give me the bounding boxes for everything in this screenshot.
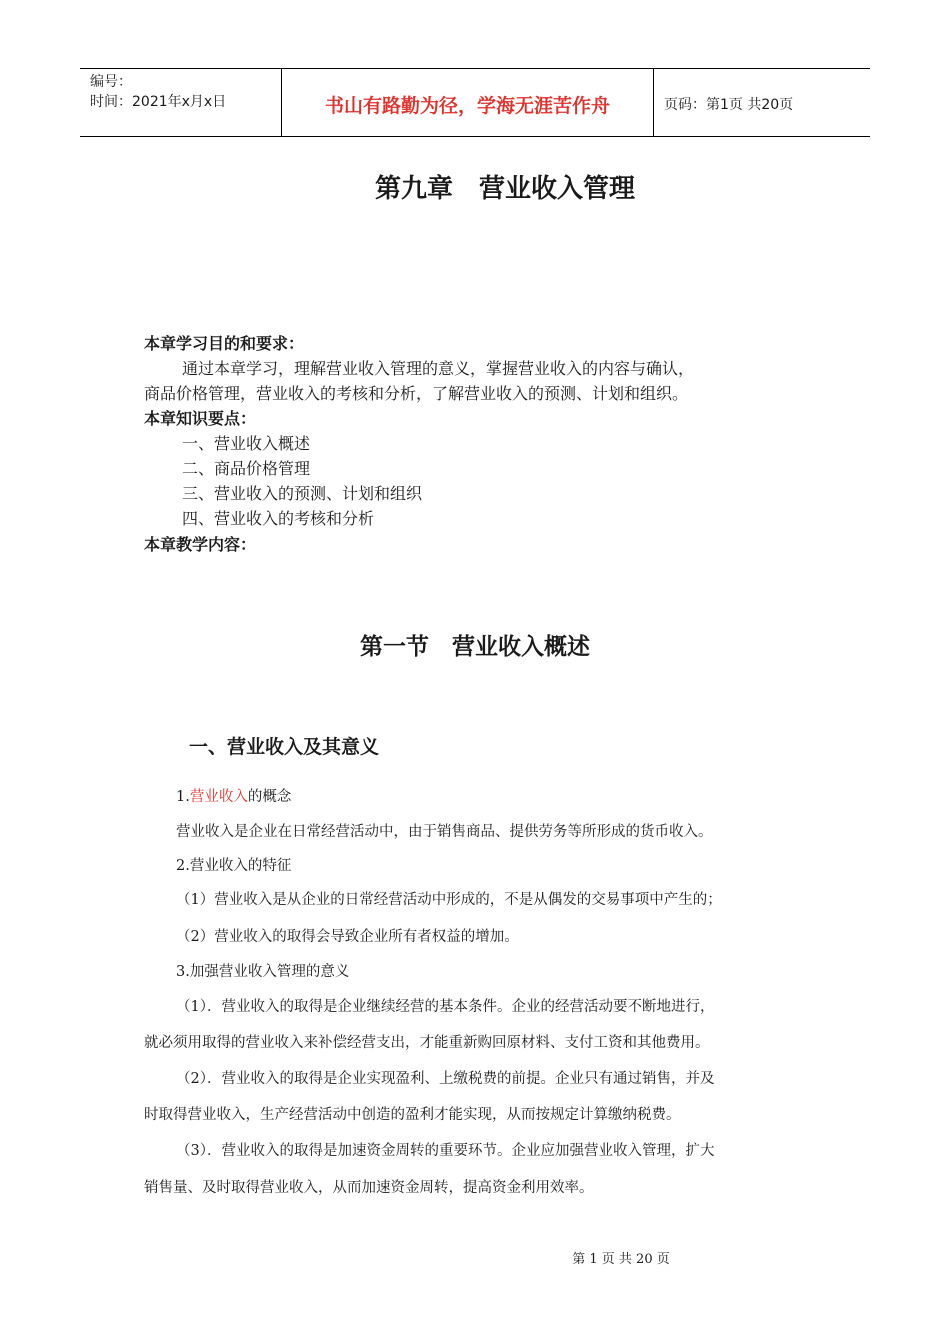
header-time-label: 时间：2021年x月x日	[90, 94, 227, 110]
key-point-item: 二、商品价格管理	[182, 459, 311, 478]
paragraph-significance-1a: （1）．营业收入的取得是企业继续经营的基本条件。企业的经营活动要不断地进行，	[176, 999, 715, 1015]
paragraph-feature-1: （1）营业收入是从企业的日常经营活动中形成的，不是从偶发的交易事项中产生的；	[176, 892, 722, 908]
header-page-info: 页码：第1页 共20页	[664, 96, 794, 113]
chapter-title: 第九章 营业收入管理	[374, 174, 635, 204]
paragraph-significance-1b: 就必须用取得的营业收入来补偿经营支出，才能重新购回原材料、支付工资和其他费用。	[144, 1035, 710, 1051]
concept-number: 1.	[176, 789, 190, 805]
objectives-line-2: 商品价格管理，营业收入的考核和分析，了解营业收入的预测、计划和组织。	[144, 384, 689, 403]
paragraph-significance-heading: 3.加强营业收入管理的意义	[176, 964, 350, 980]
key-point-item: 四、营业收入的考核和分析	[182, 509, 375, 528]
paragraph-features-heading: 2.营业收入的特征	[176, 858, 292, 874]
concept-suffix: 的概念	[247, 789, 292, 805]
page-header	[80, 68, 870, 137]
header-motto: 书山有路勤为径，学海无涯苦作舟	[282, 69, 654, 136]
concept-highlight: 营业收入	[189, 789, 248, 805]
paragraph-significance-3a: （3）．营业收入的取得是加速资金周转的重要环节。企业应加强营业收入管理，扩大	[176, 1143, 715, 1159]
content-label: 本章教学内容：	[144, 535, 257, 554]
objectives-label: 本章学习目的和要求：	[144, 334, 305, 353]
paragraph-significance-3b: 销售量、及时取得营业收入，从而加速资金周转，提高资金利用效率。	[144, 1180, 594, 1196]
header-number-label: 编号：	[90, 74, 132, 90]
key-point-item: 一、营业收入概述	[182, 434, 311, 453]
header-meta	[80, 69, 282, 136]
key-points-label: 本章知识要点：	[144, 409, 257, 428]
key-point-item: 三、营业收入的预测、计划和组织	[182, 484, 423, 503]
paragraph-significance-2b: 时取得营业收入，生产经营活动中创造的盈利才能实现，从而按规定计算缴纳税费。	[144, 1107, 681, 1123]
subsection-title: 一、营业收入及其意义	[189, 736, 380, 758]
paragraph-definition: 营业收入是企业在日常经营活动中，由于销售商品、提供劳务等所形成的货币收入。	[176, 824, 713, 840]
objectives-line-1: 通过本章学习，理解营业收入管理的意义，掌握营业收入的内容与确认，	[182, 359, 695, 378]
section-title: 第一节 营业收入概述	[360, 634, 590, 660]
paragraph-significance-2a: （2）．营业收入的取得是企业实现盈利、上缴税费的前提。企业只有通过销售，并及	[176, 1071, 715, 1087]
paragraph-feature-2: （2）营业收入的取得会导致企业所有者权益的增加。	[176, 929, 519, 945]
page-footer: 第 1 页 共 20 页	[572, 1252, 670, 1267]
paragraph-concept-heading	[176, 785, 291, 806]
